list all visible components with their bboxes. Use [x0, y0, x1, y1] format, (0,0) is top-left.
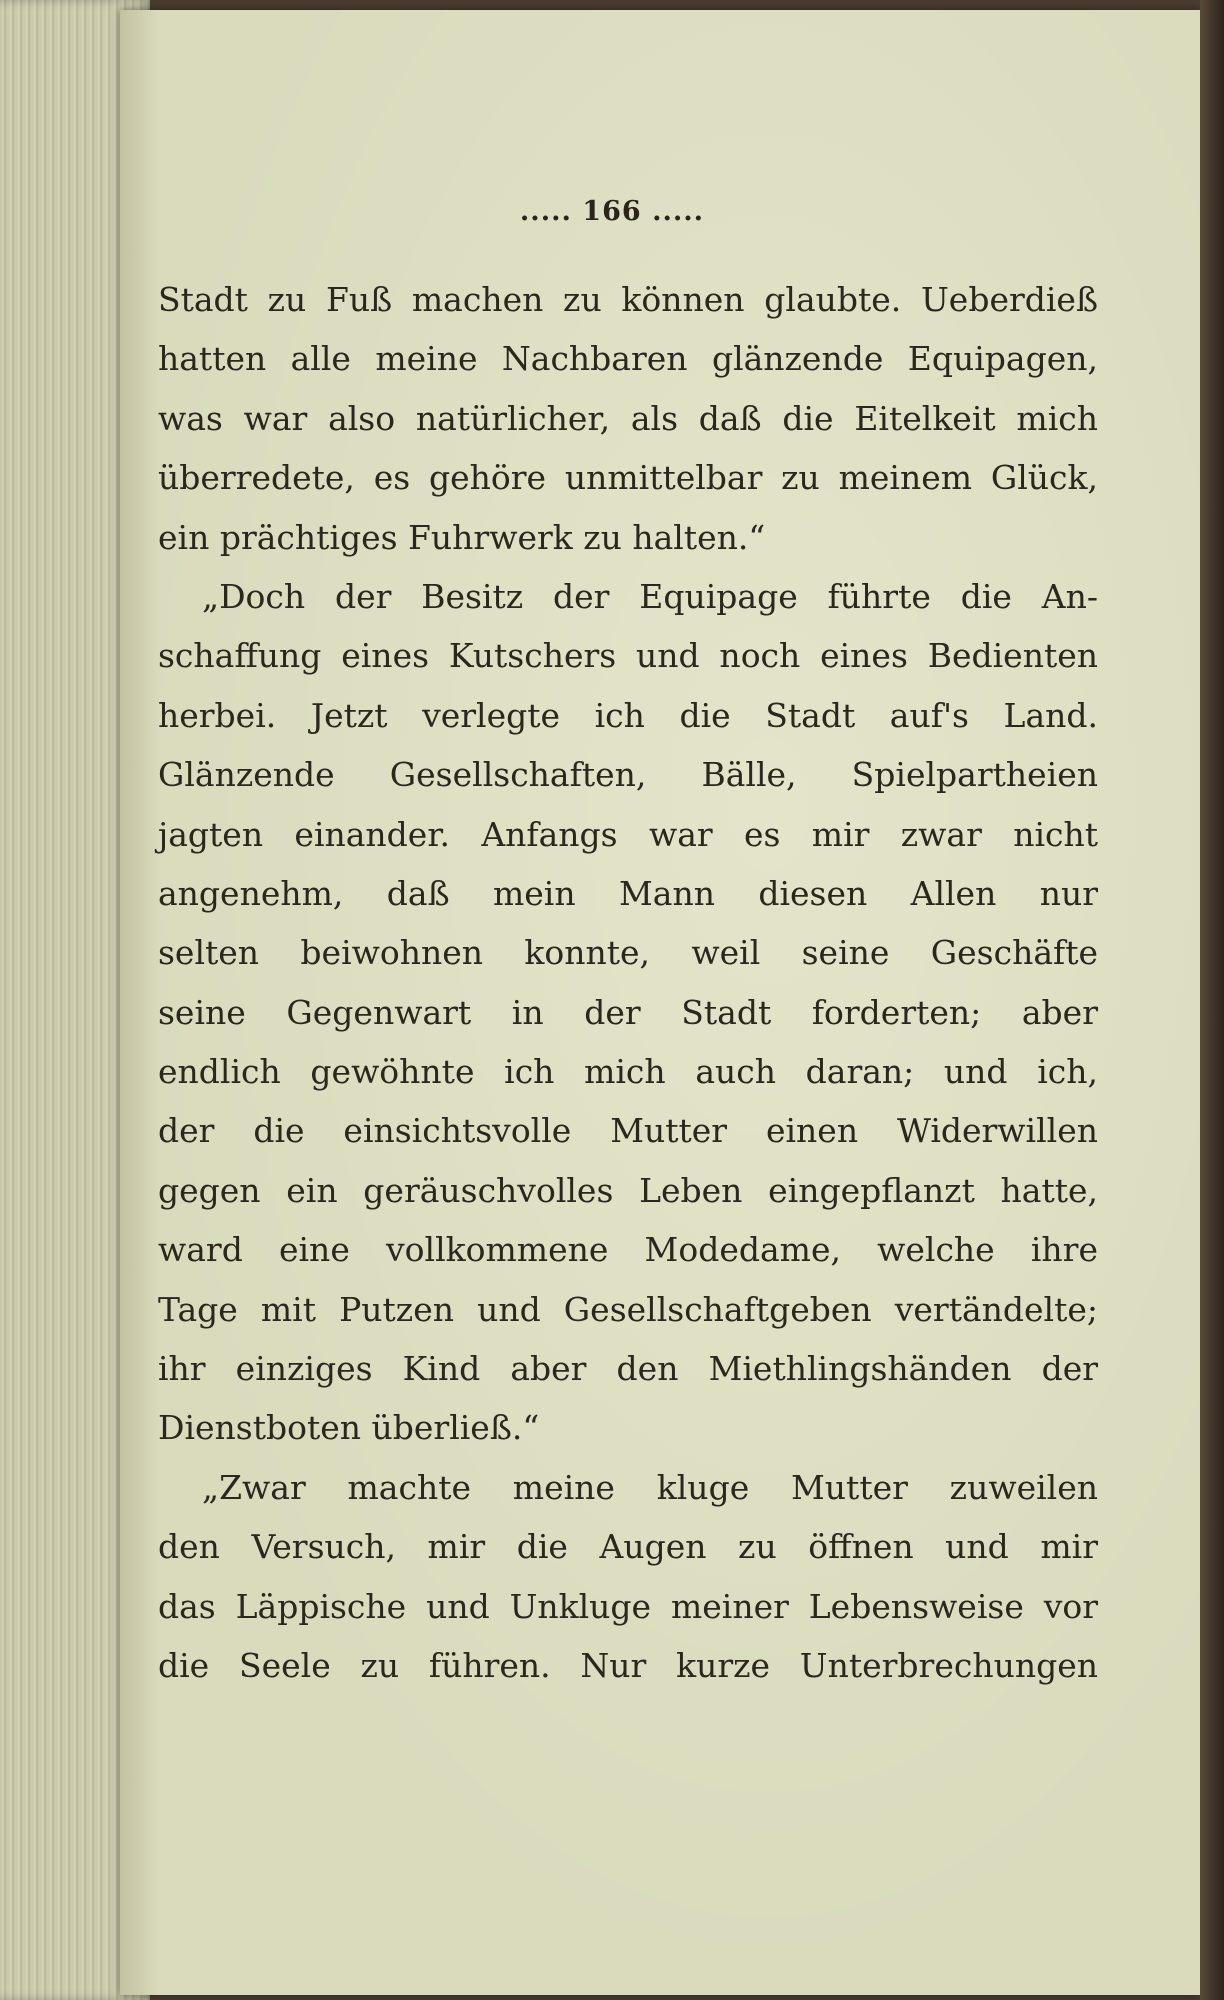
text-line: herbei. Jetzt verlegte ich die Stadt auf's Land. — [158, 695, 1098, 735]
page-number-header: ..... 166 ..... — [519, 196, 705, 227]
text-line: die Seele zu führen. Nur kurze Unterbrechungen — [158, 1645, 1098, 1685]
text-line: hatten alle meine Nachbaren glänzende Equipagen, — [158, 339, 1098, 379]
text-line: das Läppische und Unkluge meiner Lebensweise vor — [158, 1586, 1098, 1626]
text-line: ein prächtiges Fuhrwerk zu halten.“ — [158, 517, 766, 557]
text-line: der die einsichtsvolle Mutter einen Widerwillen — [158, 1111, 1098, 1151]
body-text — [158, 270, 1098, 1695]
text-line: angenehm, daß mein Mann diesen Allen nur — [158, 873, 1098, 913]
cover-board-edge — [1200, 0, 1224, 2000]
text-line: „Doch der Besitz der Equipage führte die An- — [202, 576, 1098, 616]
text-line: gegen ein geräuschvolles Leben eingepflanzt hatte, — [158, 1170, 1098, 1210]
text-line: schaffung eines Kutschers und noch eines Bedienten — [158, 636, 1098, 676]
text-line: endlich gewöhnte ich mich auch daran; und ich, — [158, 1052, 1098, 1092]
text-line: „Zwar machte meine kluge Mutter zuweilen — [202, 1467, 1098, 1507]
text-line: Stadt zu Fuß machen zu können glaubte. Ueberdieß — [158, 280, 1098, 319]
text-line: Tage mit Putzen und Gesellschaftgeben vertändelte; — [158, 1289, 1098, 1329]
text-line: jagten einander. Anfangs war es mir zwar nicht — [158, 814, 1098, 854]
text-line: selten beiwohnen konnte, weil seine Geschäfte — [158, 933, 1098, 973]
text-line: überredete, es gehöre unmittelbar zu meinem Glück, — [158, 458, 1098, 498]
text-line: ihr einziges Kind aber den Miethlingshänden der — [158, 1349, 1098, 1389]
text-line: ward eine vollkommene Modedame, welche ihre — [158, 1230, 1098, 1270]
text-line: den Versuch, mir die Augen zu öffnen und mir — [158, 1527, 1098, 1567]
text-line: was war also natürlicher, als daß die Eitelkeit mich — [158, 398, 1098, 438]
text-line: Dienstboten überließ.“ — [158, 1408, 540, 1448]
text-line: seine Gegenwart in der Stadt forderten; aber — [158, 992, 1098, 1032]
text-line: Glänzende Gesellschaften, Bälle, Spielpartheien — [158, 755, 1098, 795]
